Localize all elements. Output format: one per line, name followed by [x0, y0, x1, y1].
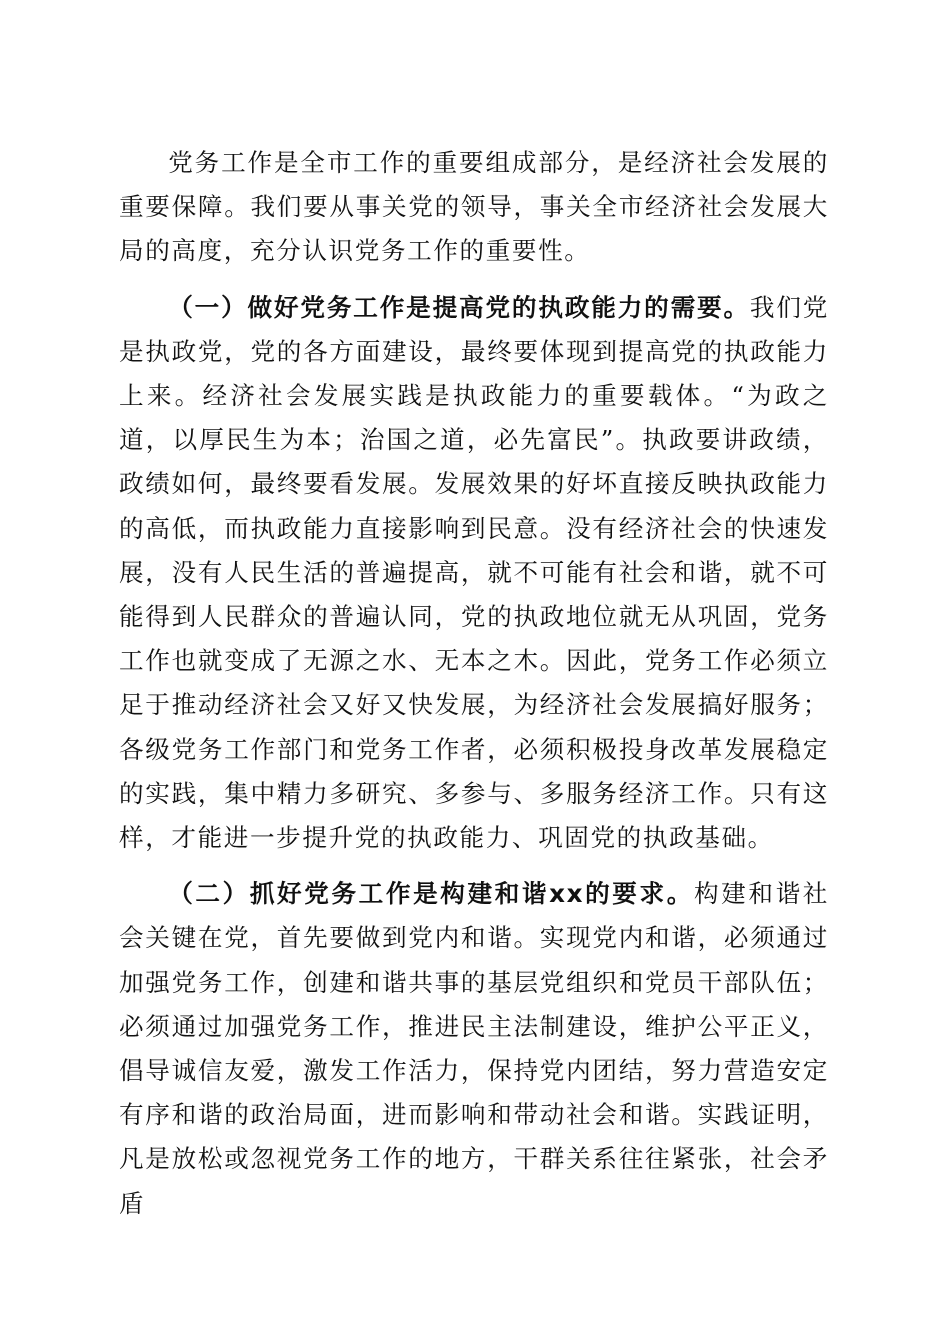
section-1-body: 我们党是执政党，党的各方面建设，最终要体现到提高党的执政能力上来。经济社会发展实践是执政能力的重要载体。“为政之道，以厚民生为本；治国之道，必先富民”。执政要讲政绩，政绩如何，最终要看发展。发展效果的好坏直接反映执政能力的高低，而执政能力直接影响到民意。没有经济社会的快速发展，没有人民生活的普遍提高，就不可能有社会和谐，就不可能得到人民群众的普遍认同，党的执政地位就无从巩固，党务工作也就变成了无源之水、无本之木。因此，党务工作必须立足于推动经济社会又好又快发展，为经济社会发展搞好服务；各级党务工作部门和党务工作者，必须积极投身改革发展稳定的实践，集中精力多研究、多参与、多服务经济工作。只有这样，才能进一步提升党的执政能力、巩固党的执政基础。 [119, 292, 829, 853]
section-2-body: 构建和谐社会关键在党，首先要做到党内和谐。实现党内和谐，必须通过加强党务工作，创建和谐共事的基层党组织和党员干部队伍；必须通过加强党务工作，推进民主法制建设，维护公平正义，倡导诚信友爱，激发工作活力，保持党内团结，努力营造安定有序和谐的政治局面，进而影响和带动社会和谐。实践证明，凡是放松或忽视党务工作的地方，干群关系往往紧张，社会矛盾 [119, 879, 829, 1218]
section-2-paragraph [119, 872, 829, 1226]
section-1-heading: （一）做好党务工作是提高党的执政能力的需要。 [168, 292, 750, 322]
section-1-paragraph [119, 286, 829, 861]
intro-paragraph: 党务工作是全市工作的重要组成部分，是经济社会发展的重要保障。我们要从事关党的领导，事关全市经济社会发展大局的高度，充分认识党务工作的重要性。 [119, 148, 829, 266]
section-2-heading: （二）抓好党务工作是构建和谐xx的要求。 [168, 879, 694, 909]
document-body [119, 141, 829, 1226]
